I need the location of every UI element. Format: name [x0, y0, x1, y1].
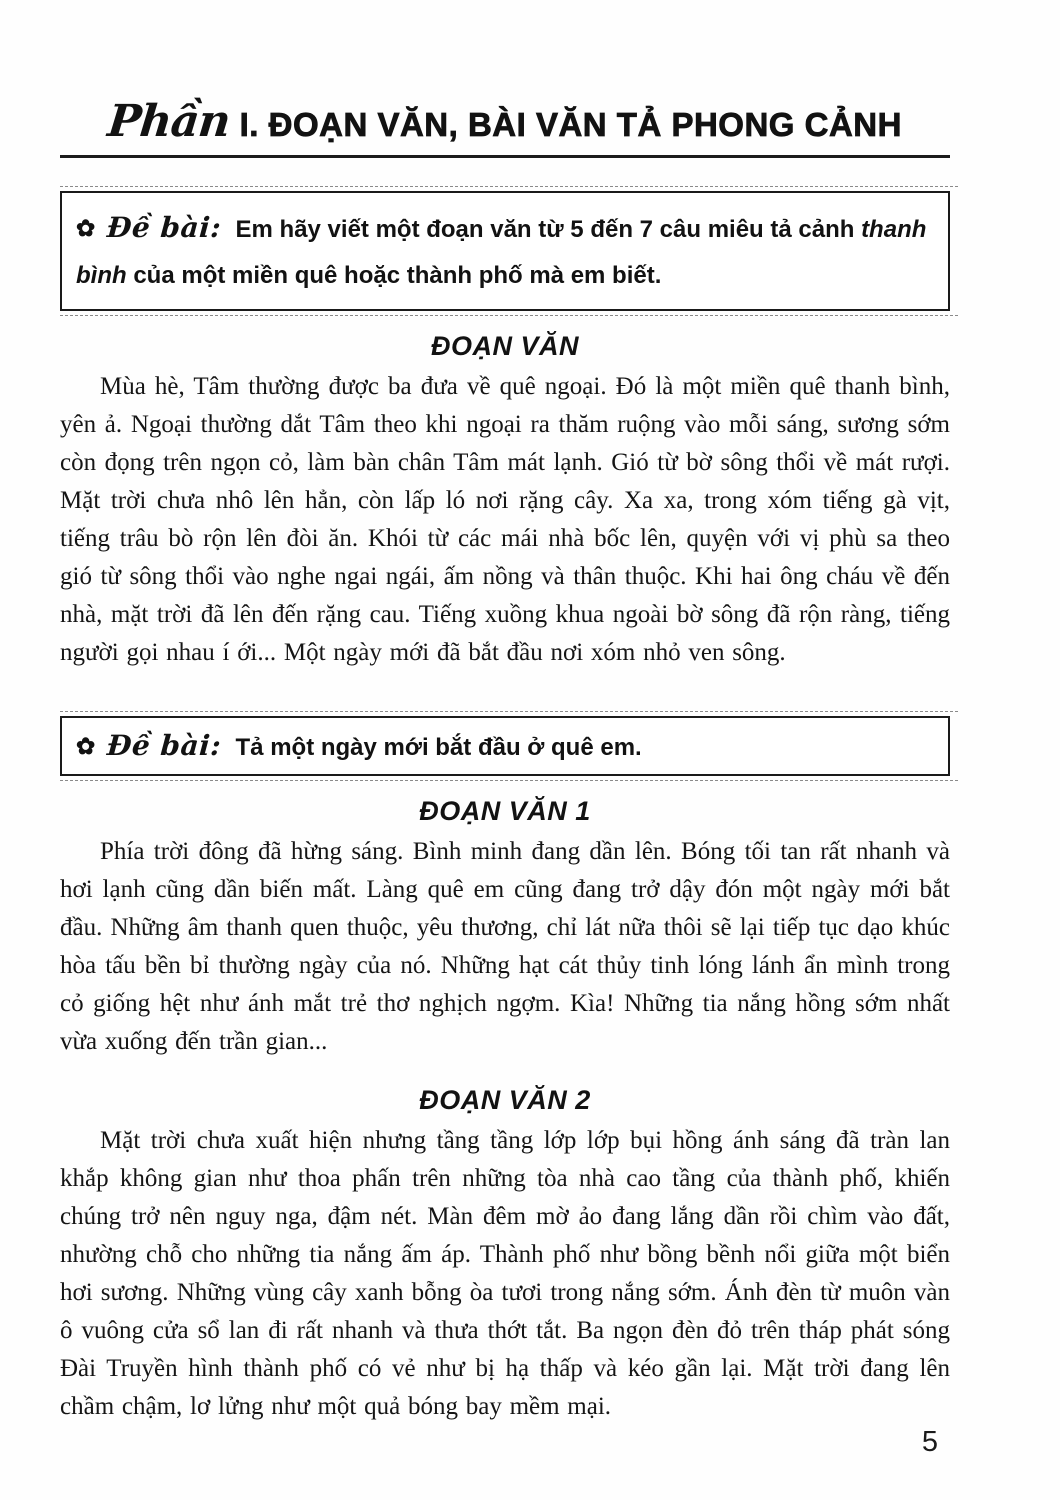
paragraph-doan-van-1: Phía trời đông đã hừng sáng. Bình minh đang dần lên. Bóng tối tan rất nhanh và hơi lạnh cũng dần biến mất. Làng quê em cũng đang trở dậy đón một ngày mới bắt đầu. Những âm thanh quen thuộc, yêu thương, chỉ lát nữa thôi sẽ lại tiếp tục dạo khúc hòa tấu bền bỉ thường ngày của nó. Những hạt cát thủy tinh lóng lánh ẩn mình trong cỏ giống hệt như ánh mắt trẻ thơ nghịch ngợm. Kìa! Những tia nắng hồng sớm nhất vừa xuống đến trần gian...: [60, 838, 950, 1055]
page-number: 5: [921, 1426, 938, 1458]
exercise-prompt-box-1: [60, 191, 950, 311]
paragraph-doan-van-2: Mặt trời chưa xuất hiện nhưng tầng tầng lớp lớp bụi hồng ánh sáng đã tràn lan khắp không gian như thoa phấn trên những tòa nhà cao tầng của thành phố, khiến chúng trở nên nguy nga, đậm nét. Màn đêm mờ ảo đang lắng dần rồi chìm vào đất, nhường chỗ cho những tia nắng ấm áp. Thành phố như bồng bềnh nổi giữa một biển hơi sương. Những vùng cây xanh bỗng òa tươi trong nắng sớm. Ánh đèn từ muôn vàn ô vuông cửa sổ lan đi rất nhanh và thưa thớt tắt. Ba ngọn đèn đỏ trên tháp phát sóng Đài Truyền hình thành phố có vẻ như bị hạ thấp và kéo gần lại. Mặt trời đang lên chầm chậm, lơ lửng như một quả bóng bay mềm mại.: [60, 1127, 950, 1420]
header-divider: [60, 155, 950, 158]
prompt-2-segment-1: Tả một ngày mới bắt đầu ở quê em.: [235, 734, 642, 761]
prompt-1-segment-2: của một miền quê hoặc thành phố mà em biết.: [126, 262, 662, 289]
prompt-1-segment-1: Em hãy viết một đoạn văn từ 5 đến 7 câu miêu tả cảnh: [235, 216, 862, 243]
page-content: [60, 0, 950, 1426]
florette-icon: ✿: [76, 215, 96, 241]
part-script-word: Phần: [105, 96, 233, 147]
exercise-prompt-box-2: [60, 716, 950, 776]
section-heading-doan-van-2: ĐOẠN VĂN 2: [419, 1085, 591, 1115]
prompt-label-2: Đề bài:: [106, 729, 223, 762]
prompt-text-2: [236, 734, 642, 761]
prompt-1-segment-italic: thanh bình: [76, 216, 927, 289]
section-heading-doan-van: ĐOẠN VĂN: [430, 331, 579, 361]
paragraph-doan-van: Mùa hè, Tâm thường được ba đưa về quê ngoại. Đó là một miền quê thanh bình, yên ả. Ngoại thường dắt Tâm theo khi ngoại ra thăm ruộng vào mỗi sáng, sương sớm còn đọng trên ngọn cỏ, làm bàn chân Tâm mát lạnh. Gió từ bờ sông thổi về mát rượi. Mặt trời chưa nhô lên hẳn, còn lấp ló nơi rặng cây. Xa xa, trong xóm tiếng gà vịt, tiếng trâu bò rộn lên đòi ăn. Khói từ các mái nhà bốc lên, quyện với vị phù sa theo gió từ sông thổi vào nghe ngai ngái, ấm nồng và thân thuộc. Khi hai ông cháu về đến nhà, mặt trời đã lên đến rặng cau. Tiếng xuồng khua ngoài bờ sông đã rộn ràng, tiếng người gọi nhau í ới... Một ngày mới đã bắt đầu nơi xóm nhỏ ven sông.: [60, 373, 950, 666]
prompt-label-1: Đề bài:: [106, 211, 223, 244]
part-title: I. ĐOẠN VĂN, BÀI VĂN TẢ PHONG CẢNH: [239, 106, 902, 143]
section-heading-doan-van-1: ĐOẠN VĂN 1: [419, 796, 591, 826]
part-header: [60, 96, 950, 147]
florette-icon: ✿: [76, 733, 96, 759]
